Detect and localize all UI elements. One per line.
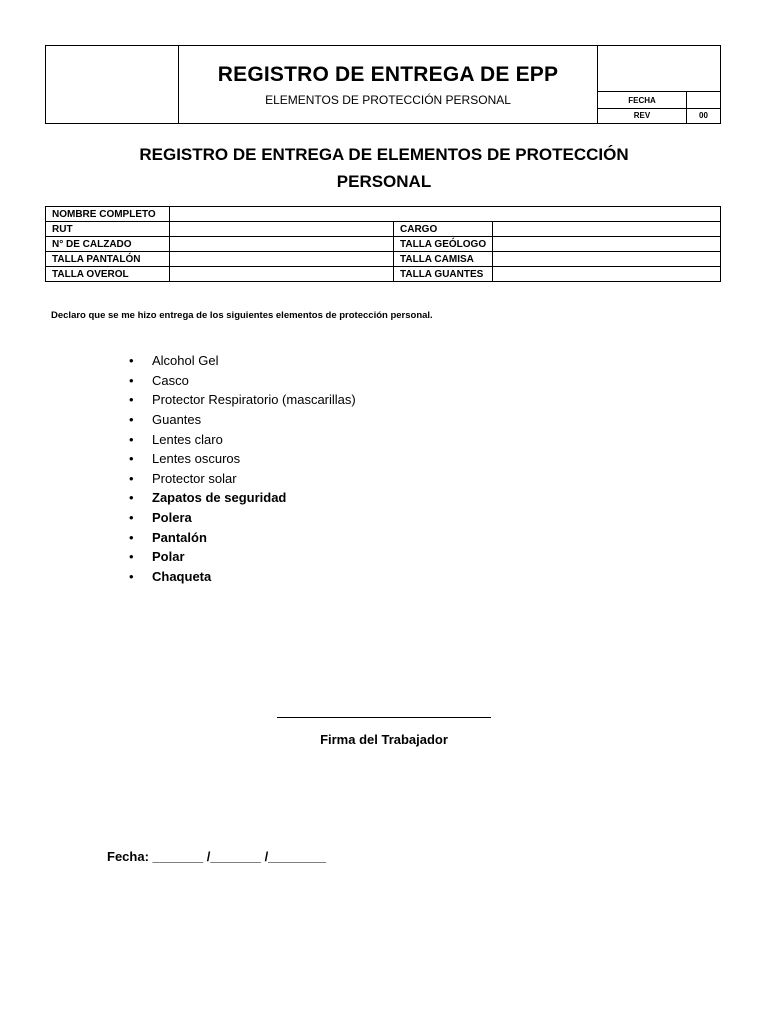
document-subtitle: ELEMENTOS DE PROTECCIÓN PERSONAL — [265, 93, 511, 107]
header-meta-cell — [598, 46, 720, 123]
main-heading-line-1: REGISTRO DE ENTREGA DE ELEMENTOS DE PROTECCIÓN — [139, 145, 629, 164]
epp-item-label: Lentes claro — [152, 431, 223, 447]
shirt-size-field[interactable] — [493, 252, 721, 267]
epp-item-label: Protector Respiratorio (mascarillas) — [152, 392, 356, 408]
gloves-size-field[interactable] — [493, 267, 721, 282]
shoe-size-field[interactable] — [170, 237, 394, 252]
field-label: RUT — [46, 222, 170, 237]
table-row — [46, 237, 721, 252]
field-label: TALLA CAMISA — [394, 252, 493, 267]
geologist-size-field[interactable] — [493, 237, 721, 252]
header-title-cell — [179, 46, 598, 123]
epp-item-label: Polera — [152, 510, 192, 526]
list-item — [129, 488, 356, 508]
logo-cell — [46, 46, 179, 123]
field-label: TALLA GUANTES — [394, 267, 493, 282]
meta-row-rev — [598, 108, 720, 123]
rut-field[interactable] — [170, 222, 394, 237]
list-item — [129, 429, 356, 449]
table-row — [46, 252, 721, 267]
list-item — [129, 449, 356, 469]
list-item — [129, 371, 356, 391]
date-line[interactable]: Fecha: _______ /_______ /________ — [107, 849, 327, 864]
bullet-icon: • — [129, 372, 134, 388]
meta-value — [687, 92, 720, 107]
bullet-icon: • — [129, 353, 134, 369]
main-heading-line-2: PERSONAL — [336, 172, 432, 191]
epp-item-label: Lentes oscuros — [152, 451, 241, 467]
epp-item-label: Guantes — [152, 412, 202, 428]
bullet-icon: • — [129, 510, 134, 526]
signature-line[interactable] — [277, 717, 491, 718]
full-name-label: NOMBRE COMPLETO — [46, 207, 170, 222]
bullet-icon: • — [129, 451, 134, 467]
pants-size-field[interactable] — [170, 252, 394, 267]
list-item — [129, 527, 356, 547]
epp-item-label: Zapatos de seguridad — [152, 490, 287, 506]
bullet-icon: • — [129, 490, 134, 506]
table-row — [46, 222, 721, 237]
overall-size-field[interactable] — [170, 267, 394, 282]
meta-label: REV — [598, 109, 687, 123]
epp-item-label: Protector solar — [152, 470, 237, 486]
meta-row-fecha — [598, 92, 720, 107]
field-label: N° DE CALZADO — [46, 237, 170, 252]
bullet-icon: • — [129, 412, 134, 428]
bullet-icon: • — [129, 392, 134, 408]
cargo-field[interactable] — [493, 222, 721, 237]
worker-data-table — [45, 206, 721, 282]
list-item — [129, 567, 356, 587]
bullet-icon: • — [129, 431, 134, 447]
list-item — [129, 351, 356, 371]
field-label: TALLA PANTALÓN — [46, 252, 170, 267]
list-item — [129, 390, 356, 410]
signature-label: Firma del Trabajador — [320, 732, 448, 747]
meta-value: 00 — [699, 111, 708, 121]
epp-item-label: Pantalón — [152, 529, 207, 545]
meta-label: FECHA — [598, 92, 687, 107]
list-item — [129, 410, 356, 430]
list-item — [129, 469, 356, 489]
epp-item-list — [129, 351, 356, 586]
declaration-text: Declaro que se me hizo entrega de los siguientes elementos de protección personal. — [51, 310, 433, 321]
epp-item-label: Polar — [152, 549, 185, 565]
bullet-icon: • — [129, 470, 134, 486]
main-heading — [40, 141, 728, 195]
bullet-icon: • — [129, 529, 134, 545]
field-label: TALLA GEÓLOGO — [394, 237, 493, 252]
header-meta-blank — [598, 46, 720, 92]
field-label: TALLA OVEROL — [46, 267, 170, 282]
epp-item-label: Chaqueta — [152, 568, 212, 584]
full-name-field[interactable] — [170, 207, 721, 222]
list-item — [129, 547, 356, 567]
document-header — [45, 45, 721, 124]
bullet-icon: • — [129, 549, 134, 565]
document-title: REGISTRO DE ENTREGA DE EPP — [217, 63, 559, 86]
list-item — [129, 508, 356, 528]
field-label: CARGO — [394, 222, 493, 237]
table-row — [46, 267, 721, 282]
epp-item-label: Casco — [152, 372, 189, 388]
table-row — [46, 207, 721, 222]
bullet-icon: • — [129, 568, 134, 584]
epp-item-label: Alcohol Gel — [152, 353, 219, 369]
